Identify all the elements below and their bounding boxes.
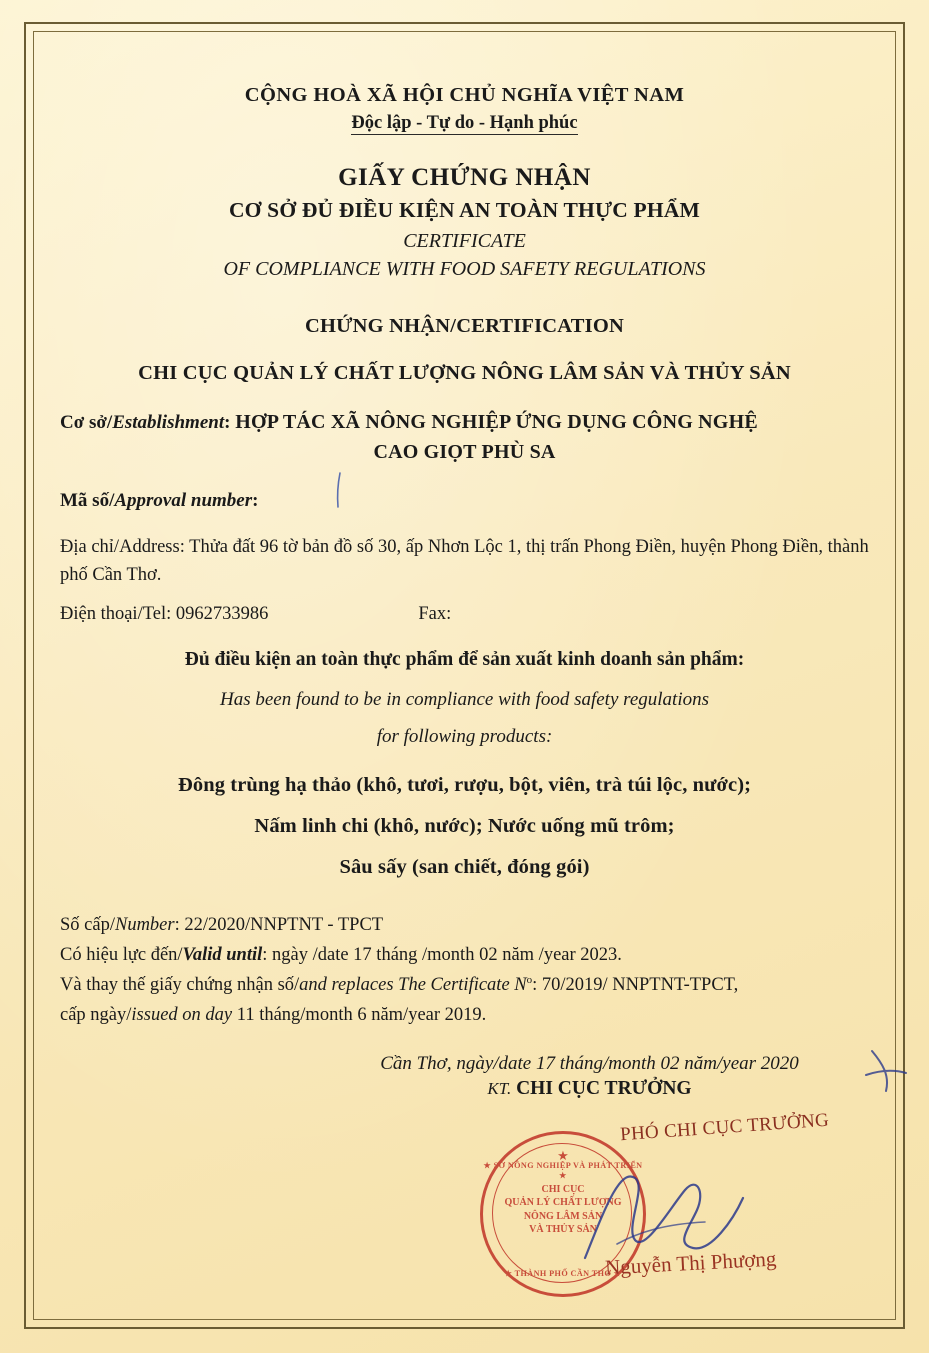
pen-flourish-icon [860, 1041, 920, 1101]
stamp-core-line-3: NÔNG LÂM SẢN [523, 1210, 603, 1222]
certificate-subtitle-en: OF COMPLIANCE WITH FOOD SAFETY REGULATIONS [223, 258, 706, 280]
certificate-number-value: : 22/2020/NNPTNT - TPCT [174, 914, 384, 935]
signature-block [60, 1053, 869, 1303]
fax-label: Fax: [418, 603, 452, 624]
telephone-label-en: Tel: [142, 603, 172, 624]
signer-title-prefix: KT. [487, 1078, 512, 1098]
certificate-metadata [60, 911, 869, 1031]
issuing-agency: CHI CỤC QUẢN LÝ CHẤT LƯỢNG NÔNG LÂM SẢN VÀ THỦY SẢN [138, 362, 791, 384]
certificate-number-label: Số cấp/ [60, 914, 115, 935]
national-heading: CỘNG HOÀ XÃ HỘI CHỦ NGHĨA VIỆT NAM [244, 84, 685, 106]
replaces-label: Và thay thế giấy chứng nhận số/ [60, 974, 300, 995]
compliance-statement-vn: Đủ điều kiện an toàn thực phẩm để sản xuất kinh doanh sản phẩm: [184, 648, 745, 670]
valid-until-label-en: Valid until [182, 944, 263, 965]
approval-number-label: Mã số/ [60, 490, 115, 511]
certificate-number-label-en: Number [114, 914, 175, 935]
address-label: Địa chỉ/ [60, 536, 120, 557]
fax-field [418, 604, 451, 625]
approval-number-colon: : [252, 490, 259, 511]
stamp-arc-bottom-text: ★ THÀNH PHỐ CẦN THƠ ★ [504, 1268, 622, 1278]
product-item: Nấm linh chi (khô, nước); Nước uống mũ trôm; [254, 814, 675, 837]
issued-line [60, 1001, 869, 1031]
establishment-colon: : [224, 412, 231, 433]
certificate-title-en: CERTIFICATE [403, 230, 526, 252]
stamp-core-line-2: QUẢN LÝ CHẤT LƯỢNG [504, 1197, 622, 1209]
place-and-date: Cần Thơ, ngày/date 17 tháng/month 02 năm/year 2020 [380, 1052, 799, 1074]
valid-until-line [60, 941, 869, 971]
issued-label-en: issued on day [131, 1004, 233, 1025]
stamp-core-text [483, 1183, 643, 1237]
issued-value: 11 tháng/month 6 năm/year 2019. [232, 1004, 487, 1025]
stamp-core-line-1: CHI CỤC [541, 1183, 585, 1195]
contact-row [60, 604, 869, 625]
pen-stroke-icon [328, 471, 352, 511]
national-motto-text: Độc lập - Tự do - Hạnh phúc [351, 113, 578, 133]
address-label-en: Address: [119, 536, 185, 557]
signer-title-line [60, 1078, 869, 1100]
product-item: Đông trùng hạ thảo (khô, tươi, rượu, bột, viên, trà túi lộc, nước); [177, 773, 752, 796]
stamp-star-icon: ★ [557, 1147, 569, 1163]
compliance-statement-en-line2: for following products: [376, 725, 553, 747]
telephone-value: 0962733986 [175, 603, 269, 624]
address-field [60, 533, 869, 590]
establishment-name-line2: CAO GIỌT PHÙ SA [373, 441, 556, 463]
stamp-core-line-4: VÀ THỦY SẢN [529, 1224, 597, 1236]
valid-until-label: Có hiệu lực đến/ [60, 944, 183, 965]
certificate-title-vn: GIẤY CHỨNG NHẬN [338, 164, 591, 191]
signer-name-handwritten: Nguyễn Thị Phượng [604, 1246, 777, 1280]
establishment-label-en: Establishment [112, 412, 225, 433]
replaces-superscript: o [526, 973, 533, 986]
product-item: Sâu sấy (san chiết, đóng gói) [339, 855, 590, 878]
issued-label: cấp ngày/ [60, 1004, 132, 1025]
approval-number-field [60, 487, 869, 515]
replaces-label-en: and replaces The Certificate N [299, 974, 527, 995]
establishment-name-line1: HỢP TÁC XÃ NÔNG NGHIỆP ỨNG DỤNG CÔNG NGHỆ [235, 411, 758, 433]
telephone-label: Điện thoại/ [60, 603, 143, 624]
replaces-value: : 70/2019/ NNPTNT-TPCT, [532, 974, 739, 995]
establishment-label: Cơ sở/ [60, 412, 113, 433]
product-list [60, 774, 869, 879]
valid-until-value: : ngày /date 17 tháng /month 02 năm /year 2023. [262, 944, 622, 965]
establishment-field [60, 408, 869, 437]
compliance-statement-en-line1: Has been found to be in compliance with food safety regulations [219, 688, 709, 710]
certificate-content [60, 62, 869, 1292]
deputy-title-handwritten: PHÓ CHI CỤC TRƯỞNG [619, 1109, 830, 1146]
approval-number-label-en: Approval number [114, 490, 253, 511]
national-motto [60, 113, 869, 134]
stamp-arc-top-text: ★ SỞ NÔNG NGHIỆP VÀ PHÁT TRIỂN ★ [483, 1160, 643, 1180]
certification-heading: CHỨNG NHẬN/CERTIFICATION [305, 315, 624, 337]
telephone-field [60, 604, 268, 625]
address-value: Thửa đất 96 tờ bản đồ số 30, ấp Nhơn Lộc 1, thị trấn Phong Điền, huyện Phong Điền, thành phố Cần Thơ. [60, 536, 869, 586]
certificate-subtitle-vn: CƠ SỞ ĐỦ ĐIỀU KIỆN AN TOÀN THỰC PHẨM [228, 198, 701, 222]
certificate-number-line [60, 911, 869, 941]
signer-title: CHI CỤC TRƯỞNG [516, 1077, 692, 1099]
replaces-line [60, 971, 869, 1001]
